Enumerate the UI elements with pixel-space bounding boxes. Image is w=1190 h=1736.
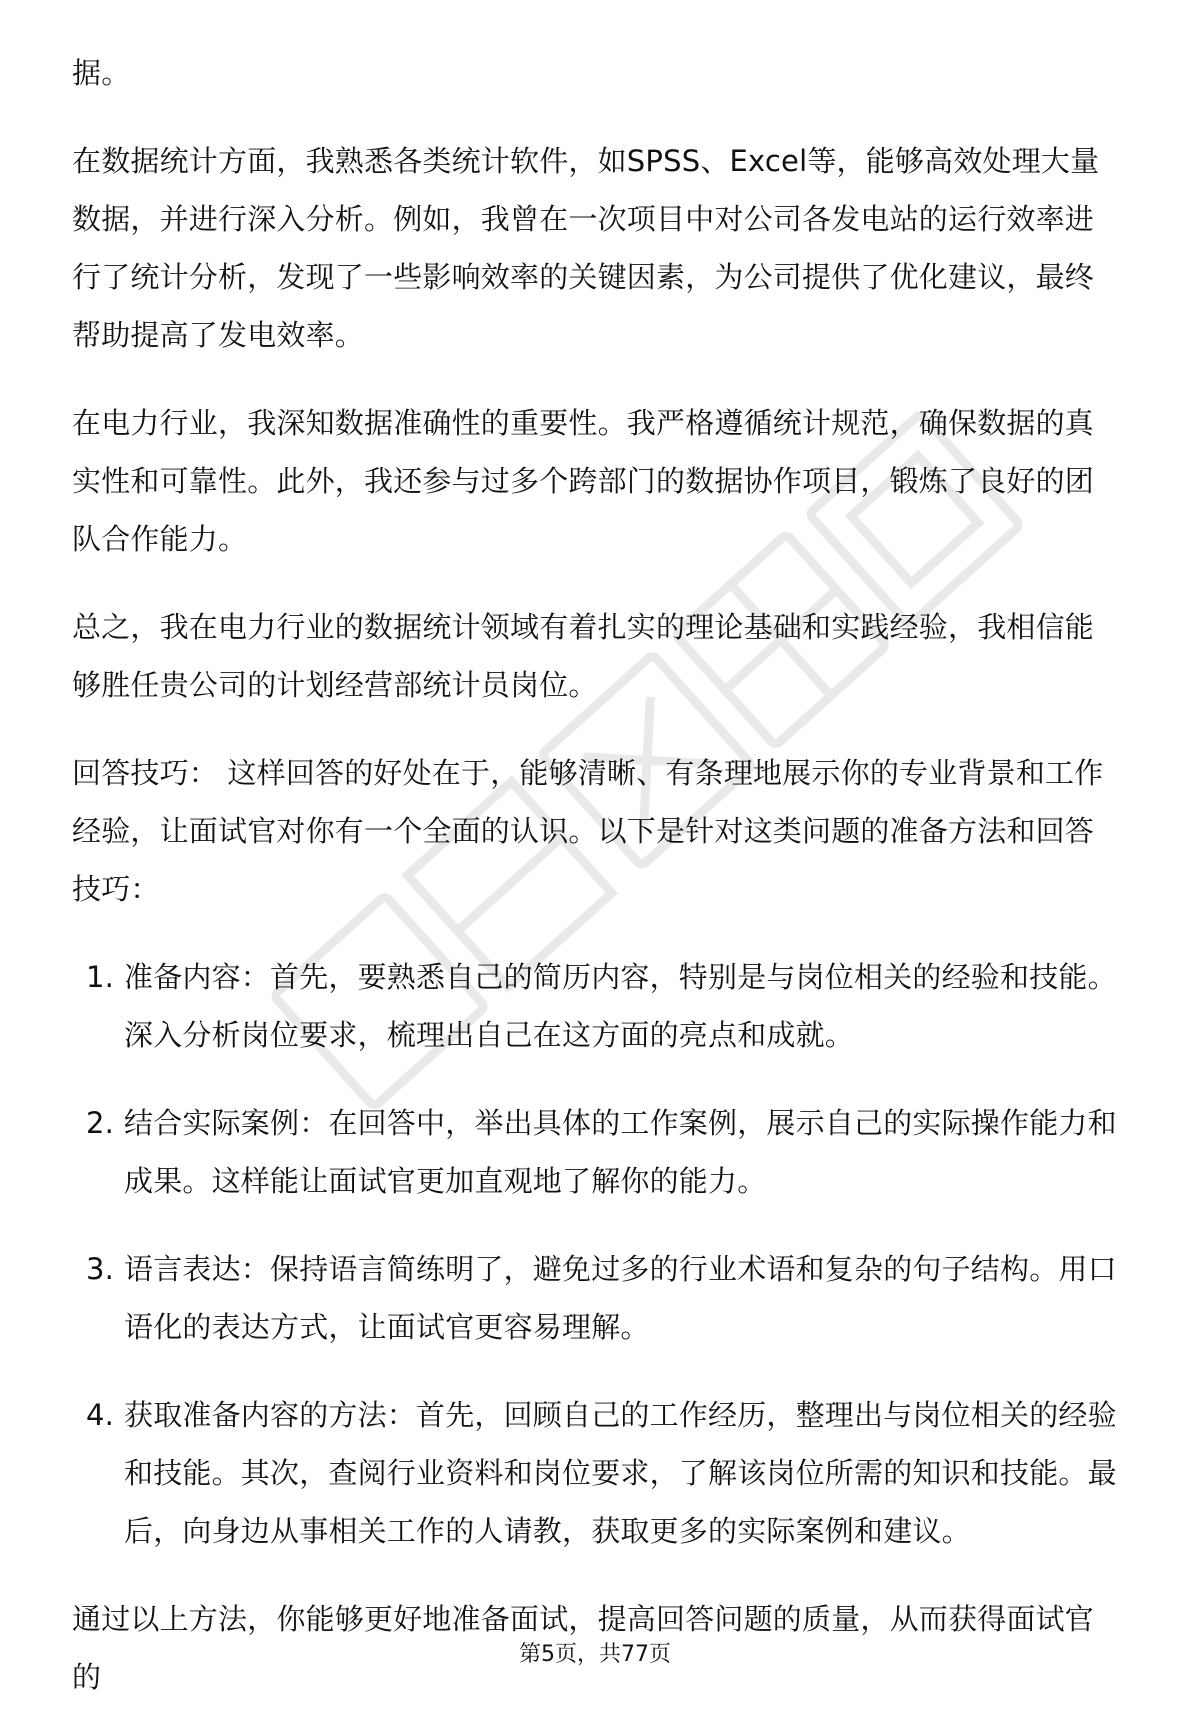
paragraph-summary: 总之，我在电力行业的数据统计领域有着扎实的理论基础和实践经验，我相信能够胜任贵公司的计划经营部统计员岗位。 (72, 610, 1095, 702)
list-item (72, 1094, 1122, 1210)
document-body (72, 44, 1122, 1736)
tips-list (72, 948, 1122, 1560)
list-text: 准备内容：首先，要熟悉自己的简历内容，特别是与岗位相关的经验和技能。深入分析岗位要求，梳理出自己在这方面的亮点和成就。 (124, 960, 1117, 1052)
paragraph-continuation: 据。 (72, 56, 131, 90)
paragraph-power-industry: 在电力行业，我深知数据准确性的重要性。我严格遵循统计规范，确保数据的真实性和可靠性。此外，我还参与过多个跨部门的数据协作项目，锻炼了良好的团队合作能力。 (72, 406, 1095, 556)
list-text: 结合实际案例：在回答中，举出具体的工作案例，展示自己的实际操作能力和成果。这样能让面试官更加直观地了解你的能力。 (124, 1106, 1117, 1198)
list-item (72, 948, 1122, 1064)
paragraph-answer-tips: 回答技巧： 这样回答的好处在于，能够清晰、有条理地展示你的专业背景和工作经验，让面试官对你有一个全面的认识。以下是针对这类问题的准备方法和回答技巧： (72, 756, 1104, 906)
paragraph-data-statistics: 在数据统计方面，我熟悉各类统计软件，如SPSS、Excel等，能够高效处理大量数据，并进行深入分析。例如，我曾在一次项目中对公司各发电站的运行效率进行了统计分析，发现了一些影响效率的关键因素，为公司提供了优化建议，最终帮助提高了发电效率。 (72, 144, 1100, 352)
list-number: 2. (86, 1106, 115, 1140)
page-number-footer: 第5页，共77页 (519, 1642, 671, 1667)
list-number: 3. (86, 1252, 115, 1286)
list-number: 1. (86, 960, 115, 994)
list-text: 语言表达：保持语言简练明了，避免过多的行业术语和复杂的句子结构。用口语化的表达方式，让面试官更容易理解。 (124, 1252, 1117, 1344)
list-item (72, 1386, 1122, 1560)
paragraph-closing: 通过以上方法，你能够更好地准备面试，提高回答问题的质量，从而获得面试官的 (72, 1602, 1095, 1694)
list-item (72, 1240, 1122, 1356)
list-text: 获取准备内容的方法：首先，回顾自己的工作经历，整理出与岗位相关的经验和技能。其次，查阅行业资料和岗位要求，了解该岗位所需的知识和技能。最后，向身边从事相关工作的人请教，获取更多的实际案例和建议。 (124, 1398, 1117, 1548)
list-number: 4. (86, 1398, 115, 1432)
